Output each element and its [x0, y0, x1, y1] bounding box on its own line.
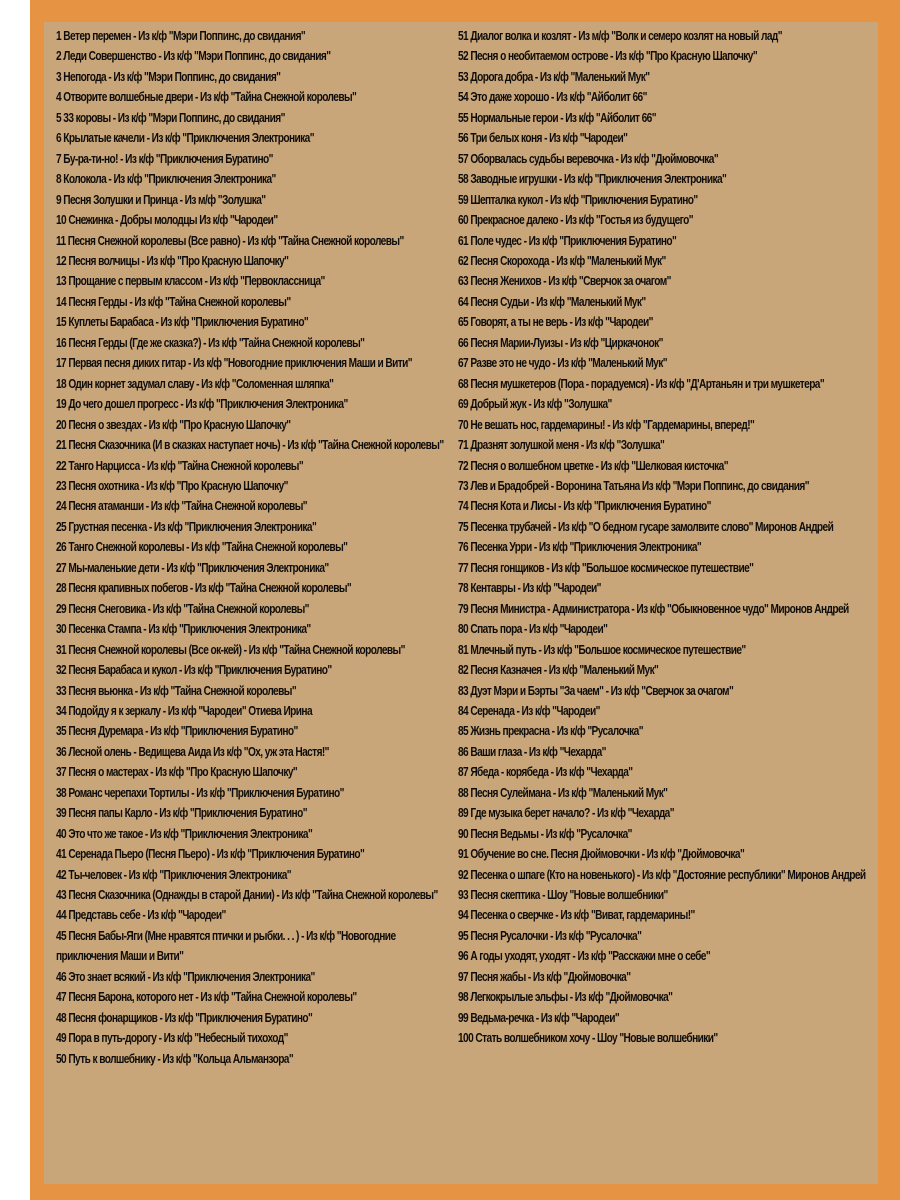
- song-list-item: 17 Первая песня диких гитар - Из к/ф "Новогодние приключения Маши и Вити": [56, 355, 412, 371]
- song-list-item: 6 Крылатые качели - Из к/ф "Приключения Электроника": [56, 130, 314, 146]
- song-list-item: 37 Песня о мастерах - Из к/ф "Про Красную Шапочку": [56, 764, 298, 780]
- song-list-item: 100 Стать волшебником хочу - Шоу "Новые волшебники": [458, 1030, 718, 1046]
- song-list-item: 54 Это даже хорошо - Из к/ф "Айболит 66": [458, 89, 647, 105]
- song-list-item: 84 Серенада - Из к/ф "Чародеи": [458, 702, 600, 718]
- song-list-item: 32 Песня Барабаса и кукол - Из к/ф "Приключения Буратино": [56, 662, 332, 678]
- song-list-item: 28 Песня крапивных побегов - Из к/ф "Тайна Снежной королевы": [56, 580, 352, 596]
- song-list-item: 8 Колокола - Из к/ф "Приключения Электроника": [56, 171, 276, 187]
- song-list-item: 65 Говорят, а ты не верь - Из к/ф "Чародеи": [458, 314, 653, 330]
- song-list-item: 98 Легкокрылые эльфы - Из к/ф "Дюймовочка": [458, 989, 673, 1005]
- song-list-item: 58 Заводные игрушки - Из к/ф "Приключения Электроника": [458, 171, 727, 187]
- song-list-item: 68 Песня мушкетеров (Пора - порадуемся) - Из к/ф "Д'Артаньян и три мушкетера": [458, 375, 825, 391]
- song-list-item: 33 Песня вьюнка - Из к/ф "Тайна Снежной королевы": [56, 682, 297, 698]
- song-list-item: 87 Ябеда - корябеда - Из к/ф "Чехарда": [458, 764, 633, 780]
- song-list-item: 51 Диалог волка и козлят - Из м/ф "Волк и семеро козлят на новый лад": [458, 28, 783, 43]
- song-list-item: 10 Снежинка - Добры молодцы Из к/ф "Чародеи": [56, 212, 278, 228]
- song-list-item: 76 Песенка Урри - Из к/ф "Приключения Электроника": [458, 539, 702, 555]
- song-list-item: 57 Оборвалась судьбы веревочка - Из к/ф "Дюймовочка": [458, 150, 719, 166]
- song-list-item: 15 Куплеты Барабаса - Из к/ф "Приключения Буратино": [56, 314, 309, 330]
- song-list-item: 96 А годы уходят, уходят - Из к/ф "Расскажи мне о себе": [458, 948, 711, 964]
- song-list-item: 12 Песня волчицы - Из к/ф "Про Красную Шапочку": [56, 252, 289, 268]
- song-list-item: 64 Песня Судьи - Из к/ф "Маленький Мук": [458, 293, 646, 309]
- song-list-item: 94 Песенка о сверчке - Из к/ф "Виват, гардемарины!": [458, 907, 695, 923]
- song-list-item: 69 Добрый жук - Из к/ф "Золушка": [458, 396, 612, 412]
- song-list-item: 86 Ваши глаза - Из к/ф "Чехарда": [458, 743, 606, 759]
- song-list-item: 29 Песня Снеговика - Из к/ф "Тайна Снежной королевы": [56, 600, 309, 616]
- song-list-left-column: [56, 26, 452, 1069]
- song-list-item: 85 Жизнь прекрасна - Из к/ф "Русалочка": [458, 723, 643, 739]
- song-list-item: 52 Песня о необитаемом острове - Из к/ф "Про Красную Шапочку": [458, 48, 758, 64]
- song-list-item: 56 Три белых коня - Из к/ф "Чародеи": [458, 130, 628, 146]
- song-list-item: 55 Нормальные герои - Из к/ф "Айболит 66": [458, 109, 656, 125]
- song-list-item: 67 Разве это не чудо - Из к/ф "Маленький Мук": [458, 355, 667, 371]
- song-list-item: 82 Песня Казначея - Из к/ф "Маленький Мук": [458, 662, 659, 678]
- song-list-item: 27 Мы-маленькие дети - Из к/ф "Приключения Электроника": [56, 559, 329, 575]
- song-list-item: 53 Дорога добра - Из к/ф "Маленький Мук": [458, 68, 650, 84]
- song-list-item: 26 Танго Снежной королевы - Из к/ф "Тайна Снежной королевы": [56, 539, 348, 555]
- song-list-item: 89 Где музыка берет начало? - Из к/ф "Чехарда": [458, 805, 674, 821]
- song-list-item: 60 Прекрасное далеко - Из к/ф "Гостья из будущего": [458, 212, 693, 228]
- song-list-item: 47 Песня Барона, которого нет - Из к/ф "Тайна Снежной королевы": [56, 989, 357, 1005]
- song-list-item: 22 Танго Нарцисса - Из к/ф "Тайна Снежной королевы": [56, 457, 304, 473]
- song-list-item: 7 Бу-ра-ти-но! - Из к/ф "Приключения Буратино": [56, 150, 273, 166]
- song-list-item: 9 Песня Золушки и Принца - Из м/ф "Золушка": [56, 191, 266, 207]
- song-list-item: 42 Ты-человек - Из к/ф "Приключения Электроника": [56, 866, 291, 882]
- song-list-item: 4 Отворите волшебные двери - Из к/ф "Тайна Снежной королевы": [56, 89, 357, 105]
- song-list-item: 88 Песня Сулеймана - Из к/ф "Маленький Мук": [458, 784, 668, 800]
- song-list-item: 14 Песня Герды - Из к/ф "Тайна Снежной королевы": [56, 293, 291, 309]
- song-list-item: 45 Песня Бабы-Яги (Мне нравятся птички и рыбки. . . ) - Из к/ф "Новогодние приключения Маши и Вити": [56, 927, 396, 964]
- song-list-item: 2 Леди Совершенство - Из к/ф "Мэри Поппинс, до свидания": [56, 48, 331, 64]
- song-list-item: 1 Ветер перемен - Из к/ф "Мэри Поппинс, до свидания": [56, 28, 306, 43]
- song-list-item: 11 Песня Снежной королевы (Все равно) - Из к/ф "Тайна Снежной королевы": [56, 232, 404, 248]
- song-list-right-column: [458, 26, 876, 1049]
- song-list-item: 63 Песня Женихов - Из к/ф "Сверчок за очагом": [458, 273, 671, 289]
- song-list-sheet: [44, 22, 878, 1184]
- song-list-item: 49 Пора в путь-дорогу - Из к/ф "Небесный тихоход": [56, 1030, 288, 1046]
- song-list-item: 23 Песня охотника - Из к/ф "Про Красную Шапочку": [56, 477, 288, 493]
- song-list-item: 31 Песня Снежной королевы (Все ок-кей) - Из к/ф "Тайна Снежной королевы": [56, 641, 405, 657]
- song-list-item: 97 Песня жабы - Из к/ф "Дюймовочка": [458, 968, 631, 984]
- song-list-item: 18 Один корнет задумал славу - Из к/ф "Соломенная шляпка": [56, 375, 334, 391]
- song-list-item: 83 Дуэт Мэри и Бэрты "За чаем" - Из к/ф "Сверчок за очагом": [458, 682, 734, 698]
- song-list-item: 93 Песня скептика - Шоу "Новые волшебники": [458, 887, 668, 903]
- song-list-item: 30 Песенка Стампа - Из к/ф "Приключения Электроника": [56, 621, 311, 637]
- song-list-item: 95 Песня Русалочки - Из к/ф "Русалочка": [458, 927, 642, 943]
- song-list-item: 91 Обучение во сне. Песня Дюймовочки - Из к/ф "Дюймовочка": [458, 846, 745, 862]
- song-list-item: 92 Песенка о шпаге (Кто на новенького) - Из к/ф "Достояние республики" Миронов Андрей: [458, 866, 866, 882]
- song-list-item: 35 Песня Дуремара - Из к/ф "Приключения Буратино": [56, 723, 298, 739]
- song-list-item: 43 Песня Сказочника (Однажды в старой Дании) - Из к/ф "Тайна Снежной королевы": [56, 887, 438, 903]
- song-list-item: 73 Лев и Брадобрей - Воронина Татьяна Из к/ф "Мэри Поппинс, до свидания": [458, 477, 809, 493]
- song-list-item: 34 Подойду я к зеркалу - Из к/ф "Чародеи" Отиева Ирина: [56, 702, 313, 718]
- song-list-item: 78 Кентавры - Из к/ф "Чародеи": [458, 580, 601, 596]
- song-list-item: 46 Это знает всякий - Из к/ф "Приключения Электроника": [56, 968, 315, 984]
- song-list-item: 70 Не вешать нос, гардемарины! - Из к/ф "Гардемарины, вперед!": [458, 416, 755, 432]
- song-list-item: 36 Лесной олень - Ведищева Аида Из к/ф "Ох, уж эта Настя!": [56, 743, 329, 759]
- song-list-item: 79 Песня Министра - Администратора - Из к/ф "Обыкновенное чудо" Миронов Андрей: [458, 600, 849, 616]
- song-list-item: 13 Прощание с первым классом - Из к/ф "Первоклассница": [56, 273, 325, 289]
- song-list-item: 59 Шепталка кукол - Из к/ф "Приключения Буратино": [458, 191, 698, 207]
- song-list-item: 75 Песенка трубачей - Из к/ф "О бедном гусаре замолвите слово" Миронов Андрей: [458, 518, 834, 534]
- song-list-item: 24 Песня атаманши - Из к/ф "Тайна Снежной королевы": [56, 498, 307, 514]
- song-list-item: 40 Это что же такое - Из к/ф "Приключения Электроника": [56, 825, 313, 841]
- song-list-item: 38 Романс черепахи Тортилы - Из к/ф "Приключения Буратино": [56, 784, 344, 800]
- song-list-item: 71 Дразнят золушкой меня - Из к/ф "Золушка": [458, 437, 665, 453]
- song-list-item: 5 33 коровы - Из к/ф "Мэри Поппинс, до свидания": [56, 109, 285, 125]
- song-list-item: 25 Грустная песенка - Из к/ф "Приключения Электроника": [56, 518, 317, 534]
- song-list-item: 77 Песня гонщиков - Из к/ф "Большое космическое путешествие": [458, 559, 754, 575]
- song-list-item: 72 Песня о волшебном цветке - Из к/ф "Шелковая кисточка": [458, 457, 728, 473]
- song-list-item: 20 Песня о звездах - Из к/ф "Про Красную Шапочку": [56, 416, 291, 432]
- song-list-item: 48 Песня фонарщиков - Из к/ф "Приключения Буратино": [56, 1009, 313, 1025]
- song-list-item: 16 Песня Герды (Где же сказка?) - Из к/ф "Тайна Снежной королевы": [56, 334, 365, 350]
- song-list-item: 66 Песня Марии-Луизы - Из к/ф "Циркачонок": [458, 334, 663, 350]
- song-list-item: 50 Путь к волшебнику - Из к/ф "Кольца Альманзора": [56, 1050, 294, 1066]
- song-list-item: 61 Поле чудес - Из к/ф "Приключения Буратино": [458, 232, 677, 248]
- song-list-item: 39 Песня папы Карло - Из к/ф "Приключения Буратино": [56, 805, 307, 821]
- song-list-item: 21 Песня Сказочника (И в сказках наступает ночь) - Из к/ф "Тайна Снежной королевы": [56, 437, 444, 453]
- song-list-item: 19 До чего дошел прогресс - Из к/ф "Приключения Электроника": [56, 396, 348, 412]
- song-list-item: 41 Серенада Пьеро (Песня Пьеро) - Из к/ф "Приключения Буратино": [56, 846, 365, 862]
- song-list-item: 74 Песня Кота и Лисы - Из к/ф "Приключения Буратино": [458, 498, 711, 514]
- song-list-item: 3 Непогода - Из к/ф "Мэри Поппинс, до свидания": [56, 68, 281, 84]
- song-list-item: 81 Млечный путь - Из к/ф "Большое космическое путешествие": [458, 641, 746, 657]
- song-list-item: 80 Спать пора - Из к/ф "Чародеи": [458, 621, 608, 637]
- song-list-item: 44 Представь себе - Из к/ф "Чародеи": [56, 907, 226, 923]
- song-list-item: 90 Песня Ведьмы - Из к/ф "Русалочка": [458, 825, 632, 841]
- song-list-item: 62 Песня Скорохода - Из к/ф "Маленький Мук": [458, 252, 666, 268]
- song-list-item: 99 Ведьма-речка - Из к/ф "Чародеи": [458, 1009, 620, 1025]
